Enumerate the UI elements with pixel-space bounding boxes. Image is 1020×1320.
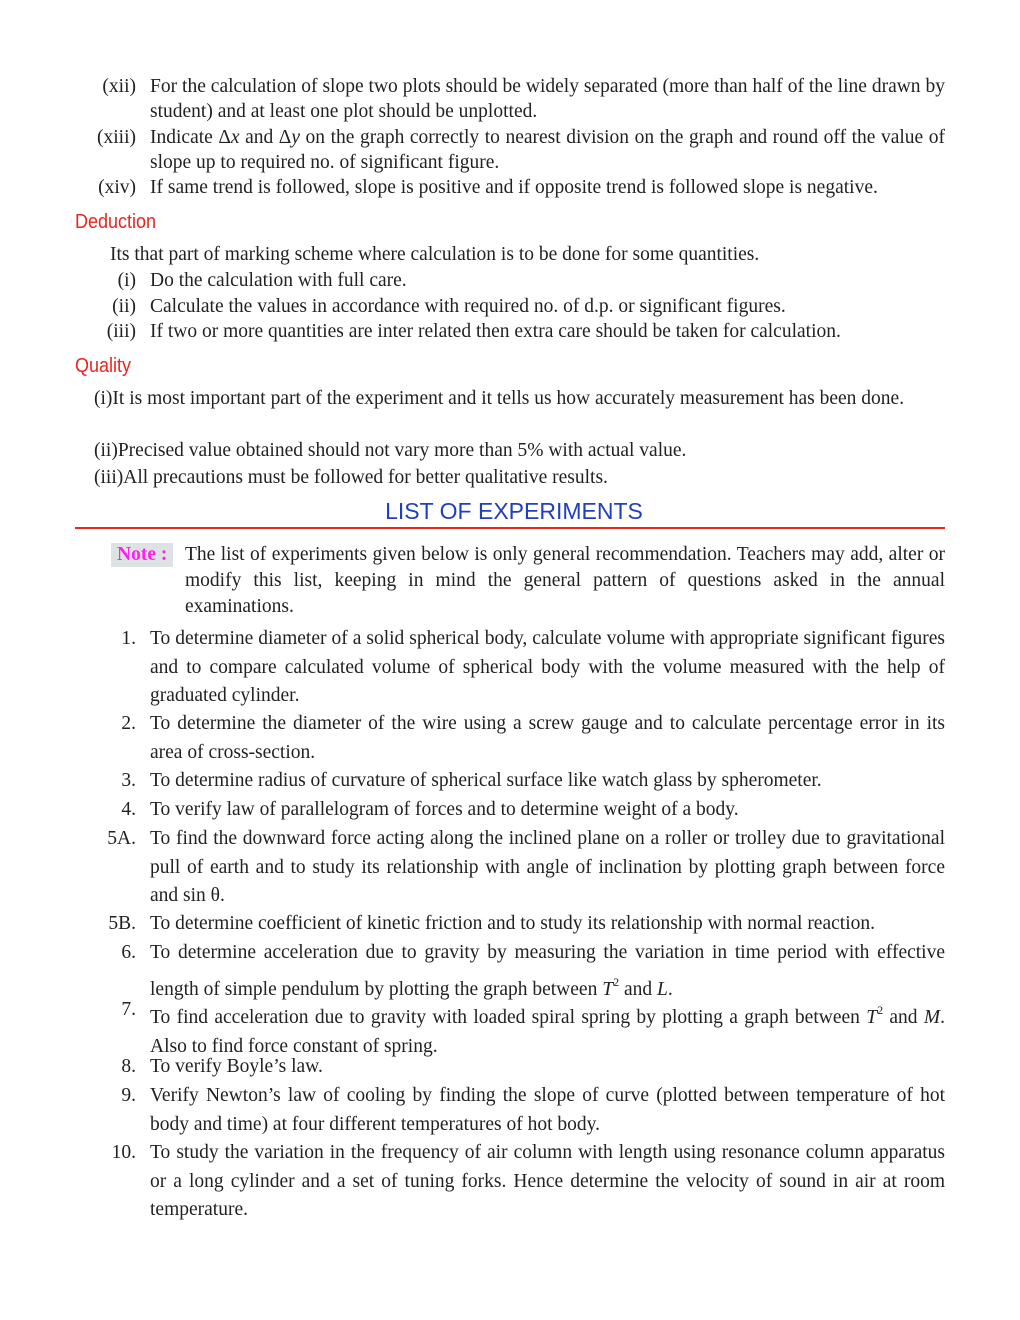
item-number: (i) (117, 270, 136, 291)
item-text: T (602, 978, 614, 1000)
quality-item: (ii)Precised value obtained should not vary more than 5% with actual value. (94, 440, 687, 461)
item-text: To determine the diameter of the wire using a screw gauge and to calculate percentage error in its area of cross-section. (150, 713, 945, 763)
quality-item: (iii)All precautions must be followed for better qualitative results. (94, 467, 608, 488)
marking-item (98, 175, 945, 200)
item-text: To determine diameter of a solid spherical body, calculate volume with appropriate significant figures and to compare calculated volume of spherical body with the volume measured with the help of graduated cylinder. (150, 628, 945, 706)
item-text: . Also to find force constant of spring. (150, 1007, 946, 1057)
item-text: Calculate the values in accordance with required no. of d.p. or significant figures. (150, 296, 786, 317)
item-number: (ii) (112, 296, 136, 317)
deduction-item (117, 268, 945, 293)
title-divider (75, 527, 945, 529)
item-text: x (230, 127, 240, 148)
item-text: Verify Newton’s law of cooling by finding the slope of curve (plotted between temperature of hot body and time) at four different temperatures of hot body. (150, 1085, 945, 1135)
experiment-item (108, 910, 945, 939)
item-text: If two or more quantities are inter related then extra care should be taken for calculation. (150, 321, 841, 342)
experiment-item (121, 996, 946, 1061)
experiment-item (121, 710, 945, 767)
item-number: 7. (121, 999, 136, 1020)
experiment-item (121, 767, 945, 796)
item-text: To study the variation in the frequency of air column with length using resonance column apparatus or a long cylinder and a set of tuning forks. Hence determine the velocity of sound in air at room temperature. (150, 1142, 945, 1220)
deduction-heading: Deduction (75, 211, 157, 233)
item-text: To determine radius of curvature of spherical surface like watch glass by spherometer. (150, 770, 822, 791)
item-text: Indicate Δ (150, 127, 231, 148)
deduction-item (106, 319, 945, 344)
experiment-item (121, 625, 945, 711)
item-number: 2. (121, 713, 136, 734)
item-text: and (883, 1007, 924, 1028)
item-number: (xii) (102, 76, 136, 97)
item-text: and Δ (239, 127, 292, 148)
item-text: If same trend is followed, slope is positive and if opposite trend is followed slope is negative. (150, 177, 878, 198)
item-number: 4. (121, 799, 136, 820)
quality-heading: Quality (75, 355, 132, 377)
deduction-intro: Its that part of marking scheme where calculation is to be done for some quantities. (110, 244, 760, 265)
experiment-item (121, 1053, 945, 1082)
deduction-item (112, 294, 945, 319)
item-text: . (667, 978, 673, 1000)
marking-item (102, 74, 945, 124)
item-text: To verify Boyle’s law. (150, 1056, 323, 1077)
experiment-item (121, 939, 945, 1004)
item-text: on the graph correctly to nearest division on the graph and round off the value of slope up to required no. of significant figure. (150, 127, 945, 173)
item-text: To find acceleration due to gravity with loaded spiral spring by plotting a graph between (150, 1007, 867, 1028)
item-text: To verify law of parallelogram of forces and to determine weight of a body. (150, 799, 739, 820)
item-text: and (619, 978, 657, 1000)
item-text: T (866, 1007, 878, 1028)
item-text: y (291, 127, 300, 148)
list-title: LIST OF EXPERIMENTS (385, 498, 643, 524)
item-number: 9. (121, 1085, 136, 1106)
item-text: 2 (877, 1003, 884, 1017)
experiment-item (121, 1082, 945, 1139)
item-number: 1. (121, 628, 136, 649)
item-text: M (923, 1007, 941, 1028)
quality-item: (i)It is most important part of the experiment and it tells us how accurately measurement has been done. (94, 388, 905, 409)
note-label: Note : (111, 543, 173, 567)
item-number: (xiii) (97, 127, 136, 148)
experiment-item (121, 796, 945, 825)
experiment-item (107, 825, 945, 911)
item-text: 2 (613, 974, 620, 989)
item-text: L (656, 978, 668, 1000)
note-text: The list of experiments given below is only general recommendation. Teachers may add, alter or modify this list, keeping in mind the general pattern of questions asked in the annual examinations. (185, 544, 945, 617)
item-text: For the calculation of slope two plots should be widely separated (more than half of the line drawn by student) and at least one plot should be unplotted. (150, 76, 945, 122)
item-text: To find the downward force acting along the inclined plane on a roller or trolley due to gravitational pull of earth and to study its relationship with angle of inclination by plotting graph between force and sin θ. (150, 828, 945, 906)
item-number: 5B. (108, 913, 136, 934)
item-number: (iii) (106, 321, 136, 342)
item-number: 10. (111, 1142, 136, 1163)
item-number: (xiv) (98, 177, 136, 198)
item-number: 8. (121, 1056, 136, 1077)
item-text: To determine acceleration due to gravity by measuring the variation in time period with effective length of simple pendulum by plotting the graph between (150, 942, 945, 1000)
item-number: 3. (121, 770, 136, 791)
item-text: To determine coefficient of kinetic friction and to study its relationship with normal reaction. (150, 913, 875, 934)
experiment-item (111, 1139, 945, 1225)
marking-item (97, 125, 945, 175)
item-number: 6. (121, 942, 136, 963)
item-number: 5A. (107, 828, 136, 849)
item-text: Do the calculation with full care. (150, 270, 407, 291)
